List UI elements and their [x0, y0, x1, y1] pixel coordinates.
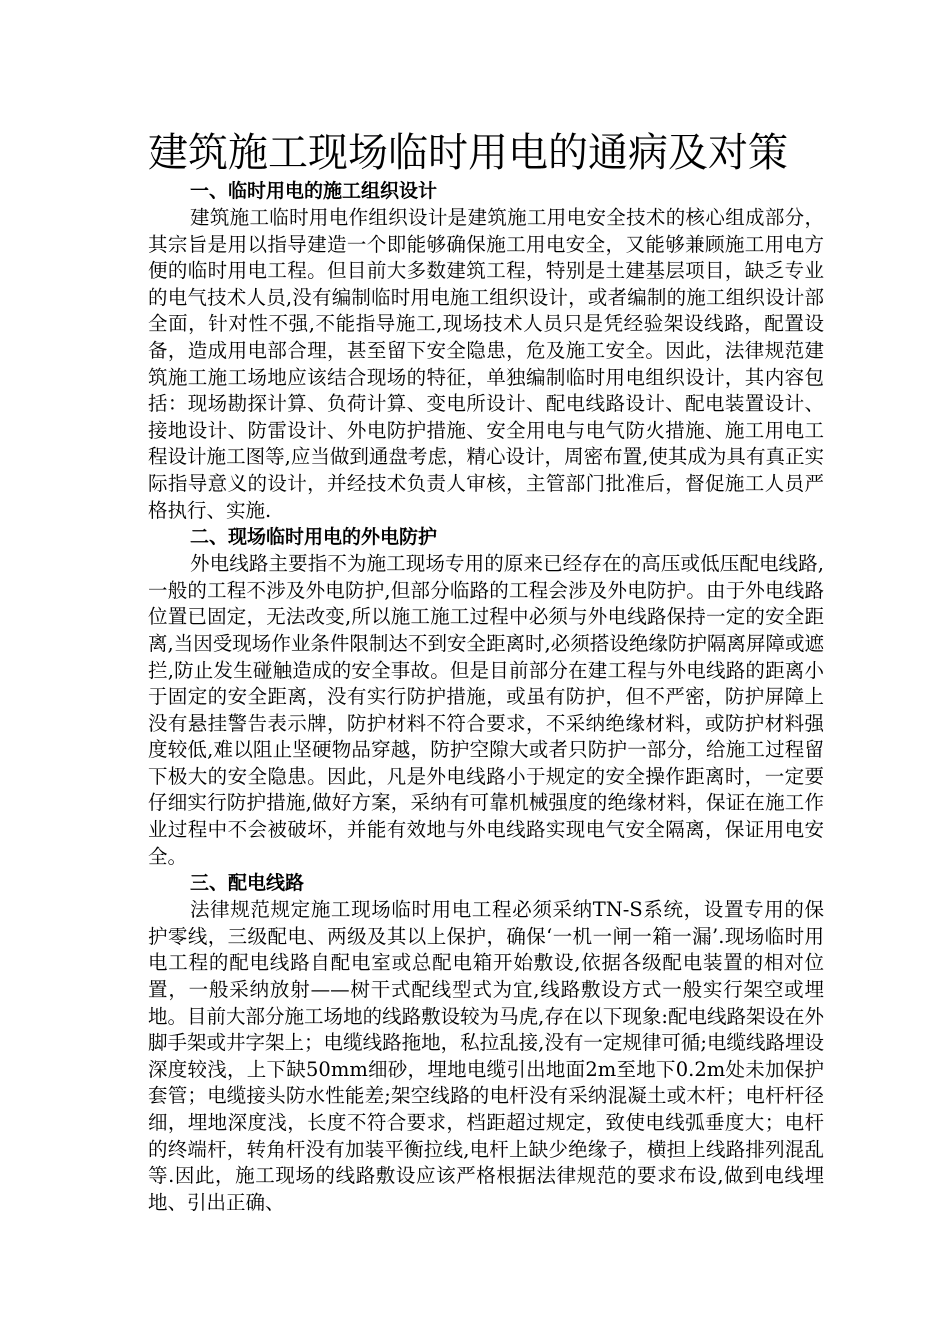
document-title: 建筑施工现场临时用电的通病及对策: [148, 130, 788, 176]
section-external-power: [148, 178, 824, 524]
section-body: 外电线路主要指不为施工现场专用的原来已经存在的高压或低压配电线路,一般的工程不涉及外电防护,但部分临路的工程会涉及外电防护。由于外电线路位置已固定，无法改变,所以施工施工过程中必须与外电线路保持一定的安全距离,当因受现场作业条件限制达不到安全距离时,必须搭设绝缘防护隔离屏障或遮拦,防止发生碰触造成的安全事故。但是目前部分在建工程与外电线路的距离小于固定的安全距离，没有实行防护措施，或虽有防护，但不严密，防护屏障上没有悬挂警告表示牌，防护材料不符合要求，不采纳绝缘材料，或防护材料强度较低,难以阻止坚硬物品穿越，防护空隙大或者只防护一部分，给施工过程留下极大的安全隐患。因此，凡是外电线路小于规定的安全操作距离时，一定要仔细实行防护措施,做好方案，采纳有可靠机械强度的绝缘材料，保证在施工作业过程中不会被破坏，并能有效地与外电线路实现电气安全隔离，保证用电安全。: [148, 552, 824, 868]
section-heading: 一、临时用电的施工组织设计: [190, 180, 438, 202]
section-heading: 三、配电线路: [190, 872, 305, 895]
section-distribution-lines: [148, 870, 824, 1216]
section-outside-line-protection: [148, 524, 824, 870]
document-page: [148, 128, 824, 1216]
section-heading: 二、现场临时用电的外电防护: [190, 526, 438, 549]
section-body: 建筑施工临时用电作组织设计是建筑施工用电安全技术的核心组成部分，其宗旨是用以指导建造一个即能够确保施工用电安全，又能够兼顾施工用电方便的临时用电工程。但目前大多数建筑工程，特别是土建基层项目，缺乏专业的电气技术人员,没有编制临时用电施工组织设计，或者编制的施工组织设计部全面，针对性不强,不能指导施工,现场技术人员只是凭经验架设线路，配置设备，造成用电部合理，甚至留下安全隐患，危及施工安全。因此，法律规范建筑施工施工场地应该结合现场的特征，单独编制临时用电组织设计，其内容包括：现场勘探计算、负荷计算、变电所设计、配电线路设计、配电装置设计、接地设计、防雷设计、外电防护措施、安全用电与电气防火措施、施工用电工程设计施工图等,应当做到通盘考虑，精心设计，周密布置,使其成为具有真正实际指导意义的设计，并经技术负责人审核，主管部门批准后，督促施工人员严格执行、实施.: [148, 206, 824, 522]
section-body: 法律规范规定施工现场临时用电工程必须采纳TN-S系统，设置专用的保护零线，三级配电、两级及其以上保护，确保‘一机一闸一箱一漏’.现场临时用电工程的配电线路自配电室或总配电箱开始敷设,依据各级配电装置的相对位置，一般采纳放射——树干式配线型式为宜,线路敷设方式一般实行架空或埋地。目前大部分施工场地的线路敷设较为马虎,存在以下现象:配电线路架设在外脚手架或井字架上；电缆线路拖地，私拉乱接,没有一定规律可循;电缆线路埋设深度较浅，上下缺50mm细砂，埋地电缆引出地面2m至地下0.2m处未加保护套管；电缆接头防水性能差;架空线路的电杆没有采纳混凝土或木杆；电杆杆径细，埋地深度浅，长度不符合要求，档距超过规定，致使电线弧垂度大；电杆的终端杆，转角杆没有加装平衡拉线,电杆上缺少绝缘子，横担上线路排列混乱等.因此，施工现场的线路敷设应该严格根据法律规范的要求布设,做到电线埋地、引出正确、: [148, 898, 824, 1214]
